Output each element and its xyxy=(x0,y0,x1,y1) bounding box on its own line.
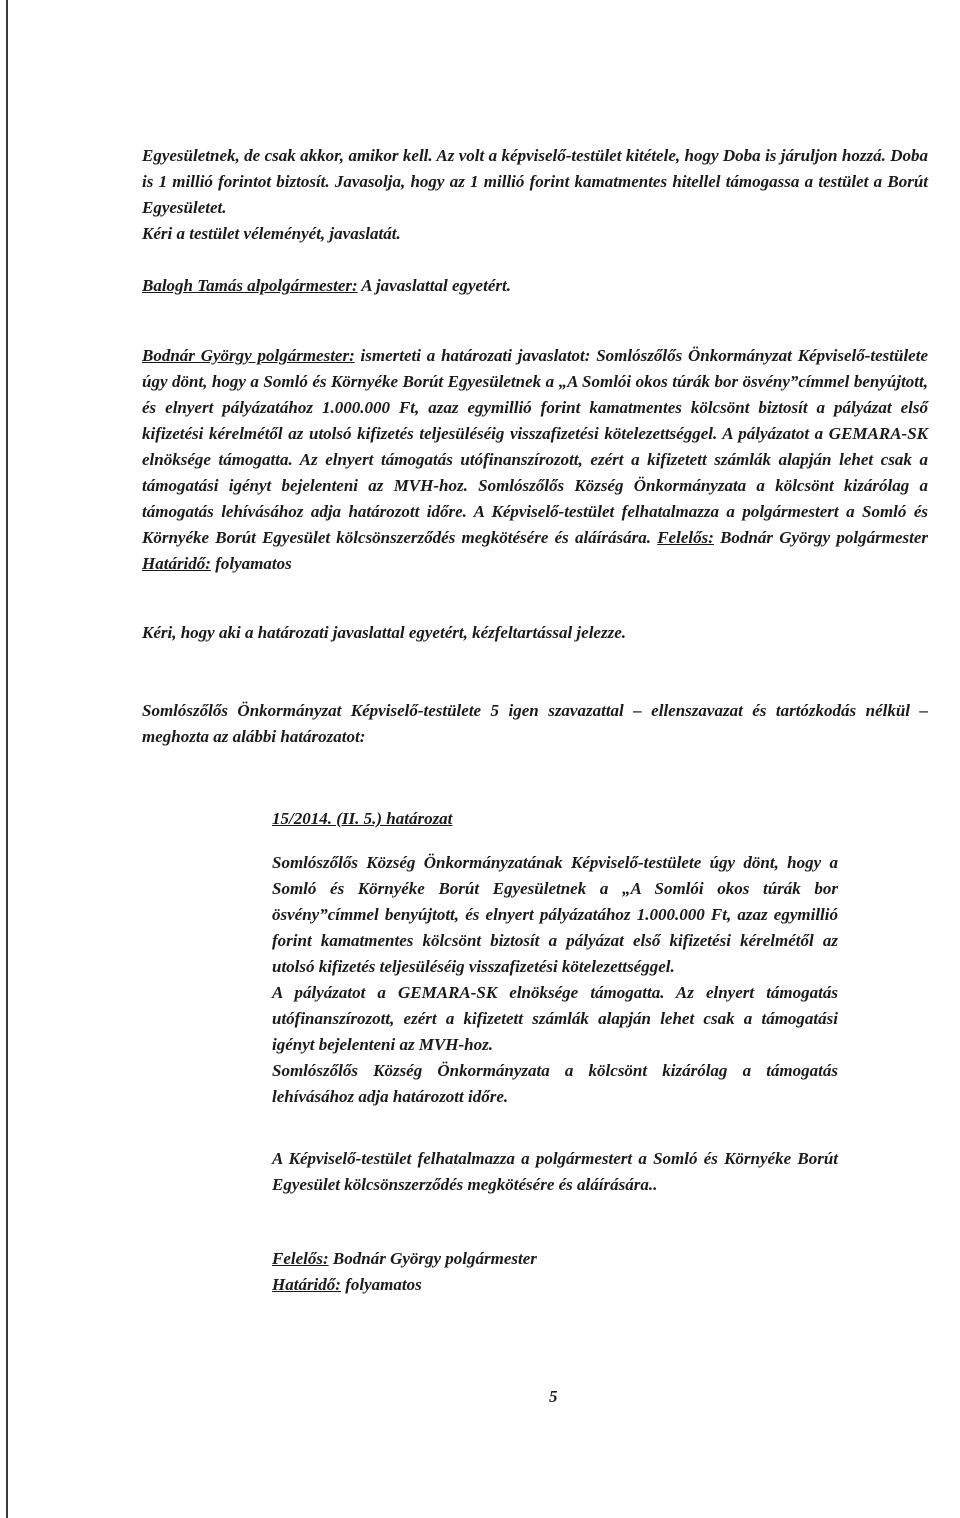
vote-request xyxy=(142,620,928,646)
resolution-text-1: Somlószőlős Község Önkormányzatának Képviselő-testülete úgy dönt, hogy a Somló és Környéke Borút Egyesületnek a „A Somlói okos túrák bor ösvény”címmel benyújtott, és elnyert pályázatához 1.000.000 Ft, azaz egymillió forint kamatmentes kölcsönt biztosít a pályázat első kifizetési kérelmétől az utolsó kifizetés teljesüléséig visszafizetési kötelezettséggel. xyxy=(272,853,838,976)
scan-edge-line xyxy=(6,0,8,1518)
vote-result xyxy=(142,698,928,750)
intro-text: Egyesületnek, de csak akkor, amikor kell. Az volt a képviselő-testület kitétele, hogy Doba is járuljon hozzá. Doba is 1 millió forintot biztosít. Javasolja, hogy az 1 millió forint kamatmentes hitellel támogassa a testület a Borút Egyesületet. xyxy=(142,146,928,217)
intro-request: Kéri a testület véleményét, javaslatát. xyxy=(142,224,401,243)
deadline-label: Határidő: xyxy=(142,554,211,573)
resolution-text-3: Somlószőlős Község Önkormányzata a kölcsönt kizárólag a támogatás lehívásához adja határozott időre. xyxy=(272,1061,838,1106)
resolution-authorization xyxy=(272,1146,838,1198)
deadline-value: folyamatos xyxy=(210,554,292,573)
mayor-text: ismerteti a határozati javaslatot: Somlószőlős Önkormányzat Képviselő-testülete úgy dönt, hogy a Somló és Környéke Borút Egyesületnek a „A Somlói okos túrák bor ösvény”címmel benyújtott, és elnyert pályázatához 1.000.000 Ft, azaz egymillió forint kamatmentes kölcsönt biztosít a pályázat első kifizetési kérelmétől az utolsó kifizetés teljesüléséig visszafizetési kötelezettséggel. A pályázatot a GEMARA-SK elnöksége támogatta. Az elnyert támogatás utófinanszírozott, ezért a kifizetett számlák alapján lehet csak a támogatási igényt bejelenteni az MVH-hoz. Somlószőlős Község Önkormányzata a kölcsönt kizárólag a támogatás lehívásához adja határozott időre. A Képviselő-testület felhatalmazza a polgármestert a Somló és Környéke Borút Egyesület kölcsönszerződés megkötésére és aláírására. xyxy=(142,346,928,547)
resolution-text-2: A pályázatot a GEMARA-SK elnöksége támogatta. Az elnyert támogatás utófinanszírozott, ezért a kifizetett számlák alapján lehet csak a támogatási igényt bejelenteni az MVH-hoz. xyxy=(272,983,838,1054)
resolution-responsible-label: Felelős: xyxy=(272,1249,329,1268)
resolution-responsibility xyxy=(272,1246,838,1298)
mayor-statement xyxy=(142,343,928,577)
responsible-value: Bodnár György polgármester xyxy=(713,528,929,547)
intro-paragraph xyxy=(142,143,928,247)
speaker-mayor: Bodnár György polgármester: xyxy=(142,346,355,365)
vote-request-text: Kéri, hogy aki a határozati javaslattal egyetért, kézfeltartással jelezze. xyxy=(142,623,626,642)
resolution-body xyxy=(272,850,838,1110)
resolution-deadline-label: Határidő: xyxy=(272,1275,341,1294)
resolution-title: 15/2014. (II. 5.) határozat xyxy=(272,809,453,828)
page-number: 5 xyxy=(549,1387,558,1406)
resolution-deadline-value: folyamatos xyxy=(340,1275,422,1294)
deputy-mayor-statement xyxy=(142,273,928,299)
speaker-deputy-mayor: Balogh Tamás alpolgármester: xyxy=(142,276,358,295)
resolution-responsible-value: Bodnár György polgármester xyxy=(328,1249,537,1268)
vote-result-text: Somlószőlős Önkormányzat Képviselő-testülete 5 igen szavazattal – ellenszavazat és tartózkodás nélkül – meghozta az alábbi határozatot: xyxy=(142,701,928,746)
responsible-label: Felelős: xyxy=(657,528,714,547)
deputy-mayor-text: A javaslattal egyetért. xyxy=(357,276,511,295)
resolution-text-4: A Képviselő-testület felhatalmazza a polgármestert a Somló és Környéke Borút Egyesület kölcsönszerződés megkötésére és aláírására.. xyxy=(272,1149,838,1194)
